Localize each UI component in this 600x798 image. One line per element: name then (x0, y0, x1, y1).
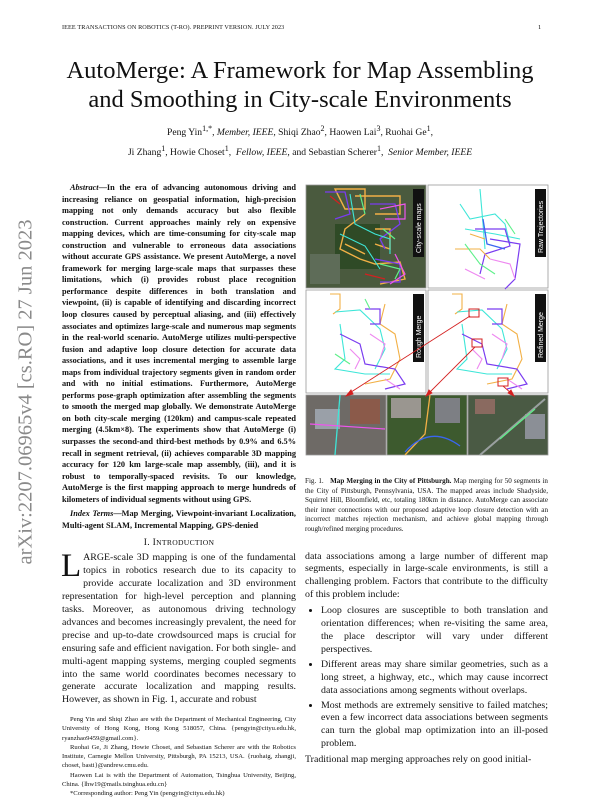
author-line-2: Ji Zhang$^1$, Howie Choset$^1$, Fellow, IEEE, and Sebastian Scherer$^1$, Senior Member, IEEE (127, 144, 473, 159)
footnotes (62, 715, 296, 798)
author-role: Fellow, IEEE (235, 147, 288, 159)
footnote: Ruohai Ge, Ji Zhang, Howie Choset, and Sebastian Scherer are with the Robotics Institute, Carnegie Mellon University, Pittsburgh, PA 15213, USA. {ruohaig, zhangji, choset, basti}@andrew.cmu.edu. (62, 743, 296, 770)
arxiv-stamp-text: arXiv:2207.06965v4 [cs.RO] 27 Jun 2023 (14, 219, 37, 565)
author: Ruohai Ge (385, 127, 427, 139)
list-item: • Loop closures are susceptible to both translation and orientation differences; when re-visiting the same area, the place descriptor will vary under different perspectives. (321, 605, 548, 657)
conjunction: and (292, 147, 307, 159)
affiliation-mark: 1 (376, 144, 381, 154)
section-number: I. (143, 537, 153, 549)
intro-paragraph (61, 548, 296, 707)
figure-graphic (305, 184, 549, 468)
panel-label: Raw Trajectories (538, 200, 545, 253)
affiliation-mark: 1 (426, 124, 431, 133)
index-terms-text: —Map Merging, Viewpoint-invariant Localization, Multi-agent SLAM, Incremental Mapping, GPS-denied (62, 509, 296, 530)
affiliation-mark: 2 (320, 124, 325, 133)
author: Howie Choset (170, 147, 225, 159)
panel-raw-trajectories (428, 185, 548, 289)
list-item: • Most methods are extremely sensitive to failed matches; even a few incorrect data associations between segments can turn the global map optimization into an ill-posed problem. (321, 700, 548, 752)
panel-city-scale-maps (306, 185, 426, 288)
figure-1 (305, 184, 549, 468)
author-list (40, 121, 560, 161)
abstract-label: Abstract (70, 183, 99, 192)
author-line-1: Peng Yin$^{1,*}$, Member, IEEE, Shiqi Zhao$^2$, Haowen Lai$^3$, Ruohai Ge$^1$, (166, 124, 433, 139)
footnote: Peng Yin and Shiqi Zhao are with the Department of Mechanical Engineering, City University of Hong Kong, Hong Kong 518057, China. {pengyin@cityu.edu.hk, ryanzhao9459@gmail.com}. (62, 716, 296, 742)
section-heading (62, 537, 296, 549)
affiliation-mark: 1,* (202, 124, 213, 133)
panel-label: Refined Merge (538, 312, 545, 358)
panel-label: City-scale maps (416, 203, 423, 253)
abstract-text: —In the era of advancing autonomous driving and increasing reliance on geospatial information, high-precision mapping not only demands accuracy but also flexible construction. Current approaches mainly rely on expensive mapping devices, which are time-consuming for city-scale map construction and vulnerable to erroneous data associations without accurate GPS assistance. We present AutoMerge, a novel framework for merging large-scale maps that surpasses these limitations, which (i) provides robust place recognition performance despite differences in both translation and viewpoint, (ii) is capable of identifying and discarding incorrect loop closures caused by perceptual aliasing, and (iii) effectively associates and optimizes large-scale and numerous map segments in the real-world scenario. AutoMerge utilizes multi-perspective fusion and adaptive loop closure detection for accurate data associations, and it uses incremental merging to assemble large maps from individual trajectory segments given in random order and with no initial estimations. Furthermore, AutoMerge performs pose-graph optimization after assembling the segments to smooth the merged map globally. We demonstrate AutoMerge on both city-scale merging (120km) and campus-scale repeated merging (4.5km×8). The experiments show that AutoMerge (i) surpasses the second-and third-best methods by 0.9% and 6.5% recall in segment retrieval, (ii) achieves comparable 3D mapping accuracy for 120 km large-scale map assembly, (iii), and it is robust to temporally-spaced revisits. To our knowledge, AutoMerge is the first mapping approach to merge hundreds of kilometers of individual segments without using GPS. (62, 183, 296, 504)
footnote: *Corresponding author: Peng Yin (pengyin@cityu.edu.hk) (70, 789, 225, 797)
paragraph: Traditional map merging approaches rely on good initial- (305, 754, 532, 766)
drop-cap: L (61, 548, 82, 585)
affiliation-mark: 3 (376, 124, 381, 133)
footnote: Haowen Lai is with the Department of Automation, Tsinghua University, Beijing, China. {lhw19@mails.tsinghua.edu.cn} (62, 771, 296, 788)
section-title-initial: I (152, 537, 157, 549)
inset-images (306, 395, 548, 455)
affiliation-mark: 1 (161, 144, 166, 154)
affiliation-mark: 1 (224, 144, 229, 154)
list-item: • Different areas may share similar geometries, such as a long street, a highway, etc., which may cause incorrect data associations among segments without overlaps. (321, 659, 548, 698)
paper-title (40, 56, 560, 114)
title-line-1: AutoMerge: A Framework for Map Assembling (66, 57, 534, 84)
caption-text: Map merging for 50 segments in the City of Pittsburgh, Pennsylvania, USA. The mapped areas include Shadyside, Squirrel Hill, Bloomfield, etc, totaling 180km in distance. AutoMerge can associate their inner connections with our proposed adaptive loop closure detection with an incorrect matches rejection mechanism, and achieve global mapping through rough/refined merging procedures. (305, 477, 548, 533)
index-terms-label: Index Terms (70, 509, 114, 519)
panel-label: Rough Merge (416, 315, 423, 358)
intro-text: ARGE-scale 3D mapping is one of the fundamental topics in robotics research due to its capacity to provide accurate localization and 3D environment representation for high-level perception and planning tasks. Moreover, as autonomous driving technology advances and becomes increasingly prevalent, the need for precise and up-to-date crowdsourced maps is crucial for ensuring safe and efficient navigation. For both single- and multi-agent mapping systems, merging coupled segments into the same world coordinates becomes necessary to generate accurate localization and mapping results. However, as shown in Fig. 1, accurate and robust (62, 552, 296, 706)
index-terms (62, 508, 296, 531)
author: Shiqi Zhao (278, 127, 321, 139)
author-role: Senior Member, IEEE (388, 147, 473, 159)
panel-rough-merge (306, 290, 426, 393)
left-column (62, 182, 296, 798)
section-title-rest: NTRODUCTION (156, 538, 215, 548)
arxiv-stamp (6, 212, 46, 572)
panel-refined-merge (428, 290, 548, 393)
author: Sebastian Scherer (308, 147, 377, 159)
author: Peng Yin (166, 127, 203, 139)
author-role: Member, IEEE (216, 127, 274, 139)
title-line-2: and Smoothing in City-scale Environments (88, 86, 512, 113)
right-column (305, 184, 549, 767)
right-column-text (305, 551, 548, 768)
running-head: IEEE TRANSACTIONS ON ROBOTICS (T-RO). PREPRINT VERSION. JULY 2023 (62, 24, 285, 31)
paragraph: data associations among a large number of different map segments, especially in large-scale environments, is still a challenging problem. Factors that contribute to the difficulty of this problem include: (305, 550, 548, 601)
author: Ji Zhang (127, 147, 162, 159)
figure-caption (305, 477, 548, 535)
caption-label: Fig. 1. (305, 477, 324, 485)
page-number: 1 (538, 24, 542, 31)
author: Haowen Lai (329, 127, 377, 139)
abstract (62, 182, 296, 505)
difficulty-list (305, 605, 548, 751)
caption-title: Map Merging in the City of Pittsburgh. (330, 477, 452, 485)
